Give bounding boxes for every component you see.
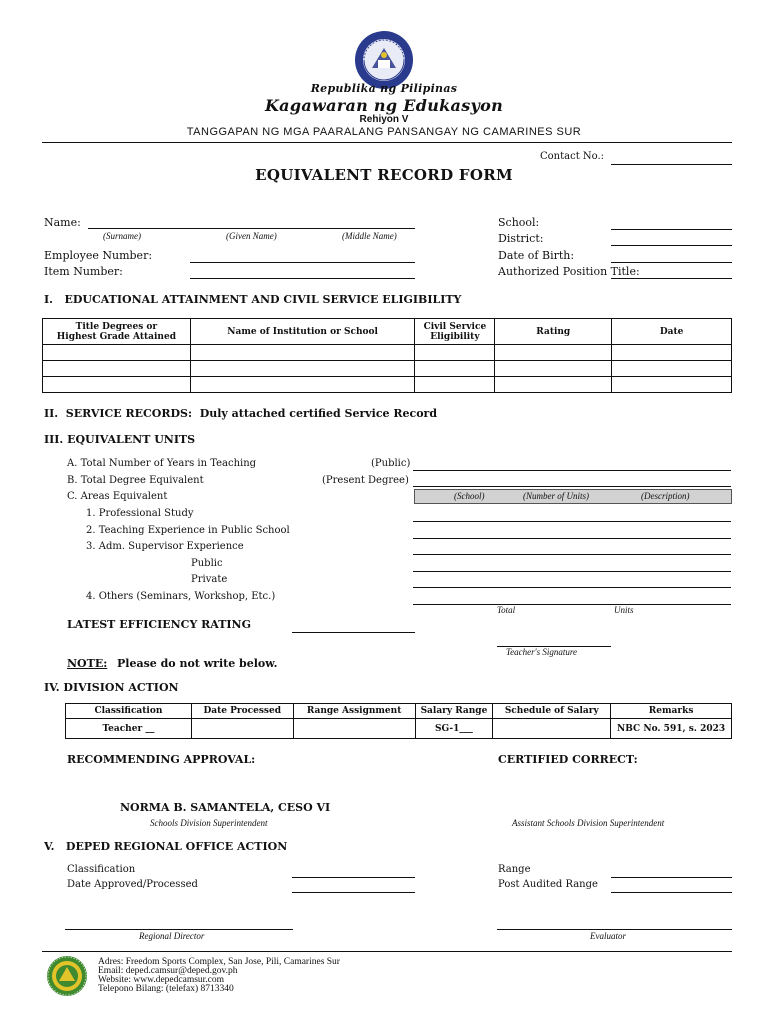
item-a-label: A. Total Number of Years in Teaching [67, 458, 257, 469]
item-b-label: B. Total Degree Equivalent [67, 475, 204, 486]
district-field[interactable] [611, 245, 732, 246]
item-c3-private-field[interactable] [413, 587, 731, 588]
section-5-heading: V. DEPED REGIONAL OFFICE ACTION [44, 840, 288, 853]
section-4-heading: IV. DIVISION ACTION [44, 681, 179, 694]
district-label: District: [498, 232, 544, 245]
education-header-institution: Name of Institution or School [190, 319, 415, 345]
regional-director-signature-line[interactable] [65, 929, 293, 930]
footer-email[interactable]: Email: deped.camsur@deped.gov.ph [98, 966, 238, 976]
regional-director-label: Regional Director [139, 931, 205, 941]
certified-correct-label: CERTIFIED CORRECT: [498, 753, 638, 766]
asds-title: Assistant Schools Division Superintendent [512, 818, 665, 828]
areas-header-school: (School) [454, 491, 485, 501]
division-header-schedule: Schedule of Salary [493, 704, 611, 719]
item-a-tag: (Public) [371, 458, 411, 469]
footer-website[interactable]: Website: www.depedcamsur.com [98, 975, 225, 985]
republic-name: Republika ng Pilipinas [310, 82, 458, 95]
education-header-eligibility: Civil Service Eligibility [415, 319, 495, 345]
header-divider [42, 142, 732, 143]
classification-field[interactable] [292, 877, 415, 878]
division-cell-schedule[interactable] [493, 719, 611, 739]
item-c1-field[interactable] [413, 521, 731, 522]
table-row [43, 361, 732, 377]
post-audited-range-field[interactable] [611, 892, 732, 893]
item-number-label: Item Number: [44, 265, 123, 278]
employee-number-label: Employee Number: [44, 249, 153, 262]
item-a-field[interactable] [413, 470, 731, 471]
education-header-rating: Rating [495, 319, 612, 345]
recommending-approval-label: RECOMMENDING APPROVAL: [67, 753, 256, 766]
education-header-date: Date [612, 319, 732, 345]
region-name: Rehiyon V [359, 114, 409, 125]
section-2-heading: II. SERVICE RECORDS: Duly attached certified Service Record [44, 407, 438, 420]
division-action-table [65, 703, 732, 739]
teacher-signature-label: Teacher's Signature [506, 647, 578, 657]
footer-divider [42, 951, 732, 952]
division-header-remarks: Remarks [611, 704, 732, 719]
division-header-classification: Classification [66, 704, 192, 719]
footer-address: Adres: Freedom Sports Complex, San Jose, Pili, Camarines Sur [98, 957, 340, 967]
education-header-degree: Title Degrees or Highest Grade Attained [43, 319, 191, 345]
division-cell-salary-range[interactable]: SG-1___ [415, 719, 493, 739]
item-c3-field[interactable] [413, 554, 731, 555]
division-logo-icon [46, 955, 88, 997]
efficiency-rating-label: LATEST EFFICIENCY RATING [67, 618, 251, 631]
education-table [42, 318, 732, 393]
item-b-tag: (Present Degree) [322, 475, 409, 486]
total-label: Total [497, 605, 516, 615]
item-number-field[interactable] [190, 278, 415, 279]
division-cell-classification[interactable]: Teacher __ [66, 719, 192, 739]
division-header-date-processed: Date Processed [191, 704, 293, 719]
office-name: TANGGAPAN NG MGA PAARALANG PANSANGAY NG CAMARINES SUR [186, 126, 582, 138]
classification-label: Classification [67, 864, 136, 875]
surname-hint: (Surname) [103, 231, 141, 241]
section-3-heading: III. EQUIVALENT UNITS [44, 433, 196, 446]
evaluator-signature-line[interactable] [497, 929, 732, 930]
range-label: Range [498, 864, 531, 875]
range-field[interactable] [611, 877, 732, 878]
form-title: EQUIVALENT RECORD FORM [255, 166, 513, 184]
item-b-field[interactable] [413, 486, 731, 487]
deped-seal [354, 30, 414, 90]
item-c1-label: 1. Professional Study [86, 508, 194, 519]
division-cell-remarks[interactable]: NBC No. 591, s. 2023 [611, 719, 732, 739]
evaluator-label: Evaluator [590, 931, 626, 941]
contact-label: Contact No.: [540, 151, 605, 162]
school-field[interactable] [611, 229, 732, 230]
division-cell-date-processed[interactable] [191, 719, 293, 739]
item-c3-label: 3. Adm. Supervisor Experience [86, 541, 244, 552]
item-c2-label: 2. Teaching Experience in Public School [86, 525, 290, 536]
employee-number-field[interactable] [190, 262, 415, 263]
date-of-birth-label: Date of Birth: [498, 249, 575, 262]
division-cell-range-assignment[interactable] [293, 719, 415, 739]
item-c3-private: Private [191, 574, 228, 585]
footer-phone: Telepono Bilang: (telefax) 8713340 [98, 984, 234, 994]
note-text: Please do not write below. [117, 657, 278, 670]
areas-header-units: (Number of Units) [523, 491, 589, 501]
table-row [43, 345, 732, 361]
seal-icon [354, 30, 414, 90]
item-c-label: C. Areas Equivalent [67, 491, 168, 502]
name-field[interactable] [88, 228, 415, 229]
department-name: Kagawaran ng Edukasyon [264, 96, 504, 115]
units-label: Units [614, 605, 634, 615]
item-c3-public-field[interactable] [413, 571, 731, 572]
item-c4-label: 4. Others (Seminars, Workshop, Etc.) [86, 591, 276, 602]
areas-header-description: (Description) [641, 491, 690, 501]
middle-name-hint: (Middle Name) [342, 231, 397, 241]
given-name-hint: (Given Name) [226, 231, 277, 241]
item-c4-field[interactable] [413, 604, 731, 605]
sds-title: Schools Division Superintendent [150, 818, 268, 828]
position-title-field[interactable] [611, 278, 732, 279]
date-approved-label: Date Approved/Processed [67, 879, 198, 890]
sds-name: NORMA B. SAMANTELA, CESO VI [120, 801, 331, 814]
table-row [66, 719, 732, 739]
post-audited-range-label: Post Audited Range [498, 879, 598, 890]
note-label: NOTE: [67, 657, 108, 670]
division-header-range-assignment: Range Assignment [293, 704, 415, 719]
item-c2-field[interactable] [413, 538, 731, 539]
contact-field[interactable] [611, 164, 732, 165]
position-title-label: Authorized Position Title: [498, 265, 640, 278]
section-1-heading: I. EDUCATIONAL ATTAINMENT AND CIVIL SERVICE ELIGIBILITY [44, 293, 462, 306]
date-approved-field[interactable] [292, 892, 415, 893]
name-label: Name: [44, 216, 81, 229]
division-logo [46, 955, 88, 997]
date-of-birth-field[interactable] [611, 262, 732, 263]
efficiency-rating-field[interactable] [292, 632, 415, 633]
school-label: School: [498, 216, 540, 229]
table-row [43, 377, 732, 393]
division-header-salary-range: Salary Range [415, 704, 493, 719]
item-c3-public: Public [191, 558, 223, 569]
